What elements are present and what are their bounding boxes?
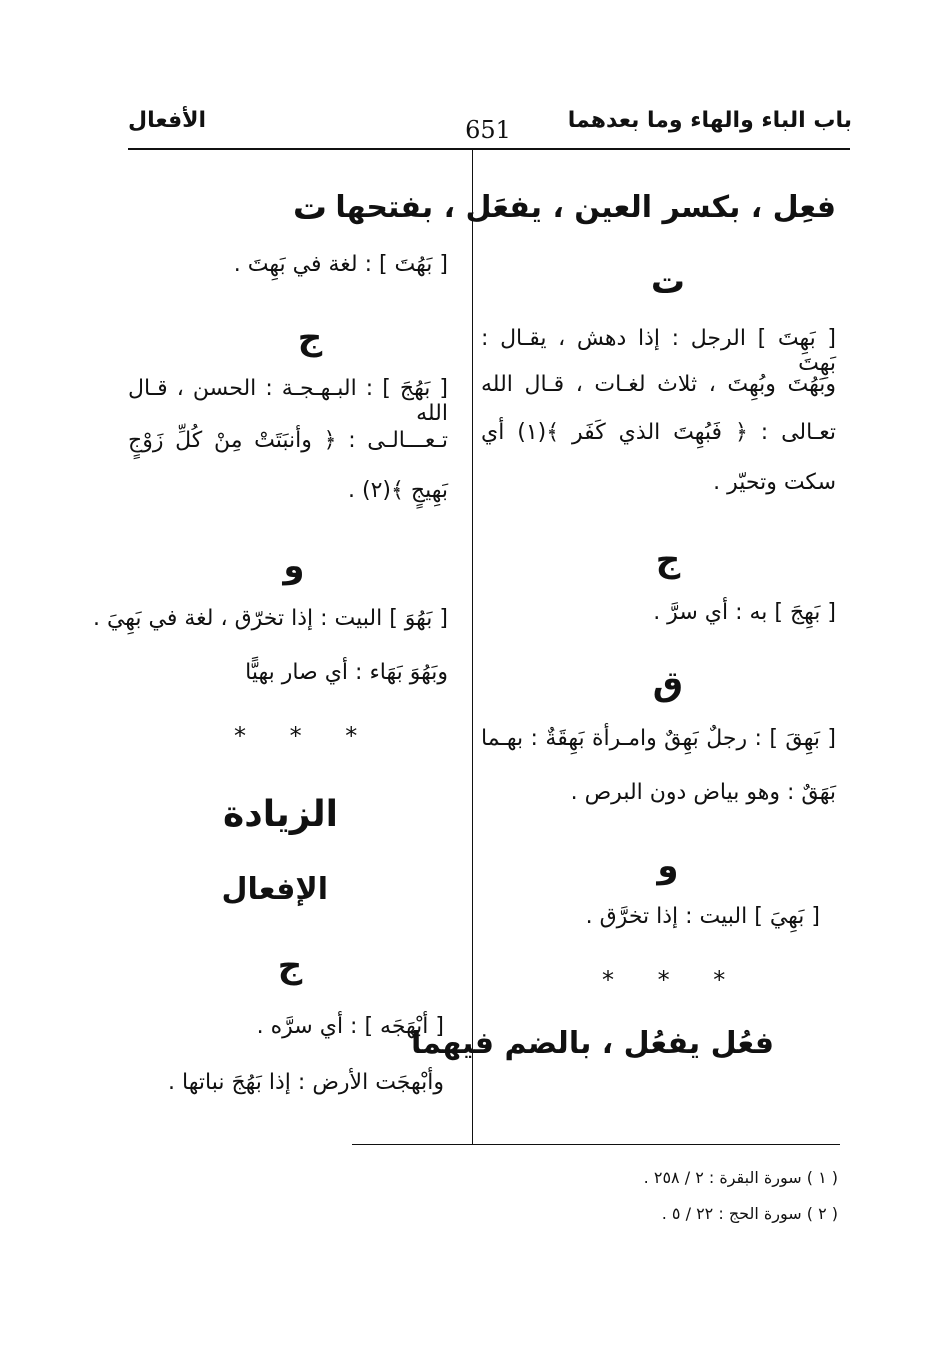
entry-abhajat: وأبْهجَت الأرض : إذا بَهُجَ نباتها . xyxy=(168,1070,444,1095)
section-heading-fail-kasr: فعِل ، بكسر العين ، يفعَل ، بفتحها xyxy=(335,190,836,225)
letter-heading-waw: و xyxy=(657,846,679,886)
letter-heading-qaf: ق xyxy=(652,664,684,704)
entry-bahuja-line-3: بَهِيجٍ ﴾(٢) . xyxy=(348,478,448,503)
letter-heading-jim-left: ج xyxy=(297,318,323,358)
section-separator-stars: * * * xyxy=(602,966,744,994)
footnote-1: ( ١ ) سورة البقرة : ٢ / ٢٥٨ . xyxy=(643,1168,838,1187)
letter-heading-waw-left: و xyxy=(283,546,305,586)
section-separator-stars-left: * * * xyxy=(234,722,376,750)
section-heading-ziyada: الزيادة xyxy=(222,794,338,835)
entry-bahita-line-4: سكت وتحيّر . xyxy=(713,470,836,495)
entry-bahita-line-3: تعـالى : ﴿ فَبُهِتَ الذي كَفَر ﴾(١) أي xyxy=(481,420,836,445)
letter-heading-jim: ج xyxy=(655,540,681,580)
column-divider xyxy=(472,150,473,1145)
header-rule xyxy=(128,148,850,150)
entry-bahuja-line-1: [ بَهُجَ ] : البـهـجـة : الحسن ، قـال الله xyxy=(128,376,448,426)
running-head-section: الأفعال xyxy=(128,108,207,133)
entry-bahita-line-2: وبَهُتَ وبُهِتَ ، ثلاث لغـات ، قـال الله xyxy=(481,372,836,397)
section-heading-fuul-damm: فعُل يفعُل ، بالضم فيهما xyxy=(410,1026,774,1061)
entry-bahuwa-line-1: [ بَهُوَ ] البيت : إذا تخرّق ، لغة في بَهِيَ . xyxy=(92,606,448,631)
section-heading-ifal: الإفعال xyxy=(221,872,328,907)
footnote-rule xyxy=(352,1144,840,1145)
running-head-chapter: باب الباء والهاء وما بعدهما xyxy=(567,108,852,133)
letter-heading-ta: ت xyxy=(650,262,686,302)
entry-bahuta: [ بَهُتَ ] : لغة في بَهِتَ . xyxy=(233,252,448,277)
letter-heading-ta-left: ت xyxy=(292,188,328,228)
letter-heading-jim-ifal: ج xyxy=(277,946,303,986)
entry-bahuwa-line-2: وبَهُوَ بَهَاء : أي صار بهيًّا xyxy=(245,660,448,685)
entry-bahiya: [ بَهِيَ ] البيت : إذا تخرَّق . xyxy=(585,904,820,929)
entry-bahiqa-line-2: بَهَقٌ : وهو بياض دون البرص . xyxy=(570,780,836,805)
page-number: 651 xyxy=(465,116,511,144)
entry-abhajahu: [ أبْهَجَه ] : أي سرَّه . xyxy=(256,1014,444,1039)
entry-bahita-line-1: [ بَهِتَ ] الرجل : إذا دهش ، يقـال : بَهِتَ xyxy=(481,326,836,376)
entry-bahija: [ بَهِجَ ] به : أي سرَّ . xyxy=(653,600,836,625)
footnote-2: ( ٢ ) سورة الحج : ٢٢ / ٥ . xyxy=(661,1204,838,1223)
entry-bahuja-line-2: تـعـــالـى : ﴿ وأنبَتَتْ مِنْ كُلِّ زَوْجٍ xyxy=(128,428,448,453)
entry-bahiqa-line-1: [ بَهِقَ ] : رجلٌ بَهِقٌ وامـرأة بَهِقَةٌ : بهـما xyxy=(481,726,836,751)
